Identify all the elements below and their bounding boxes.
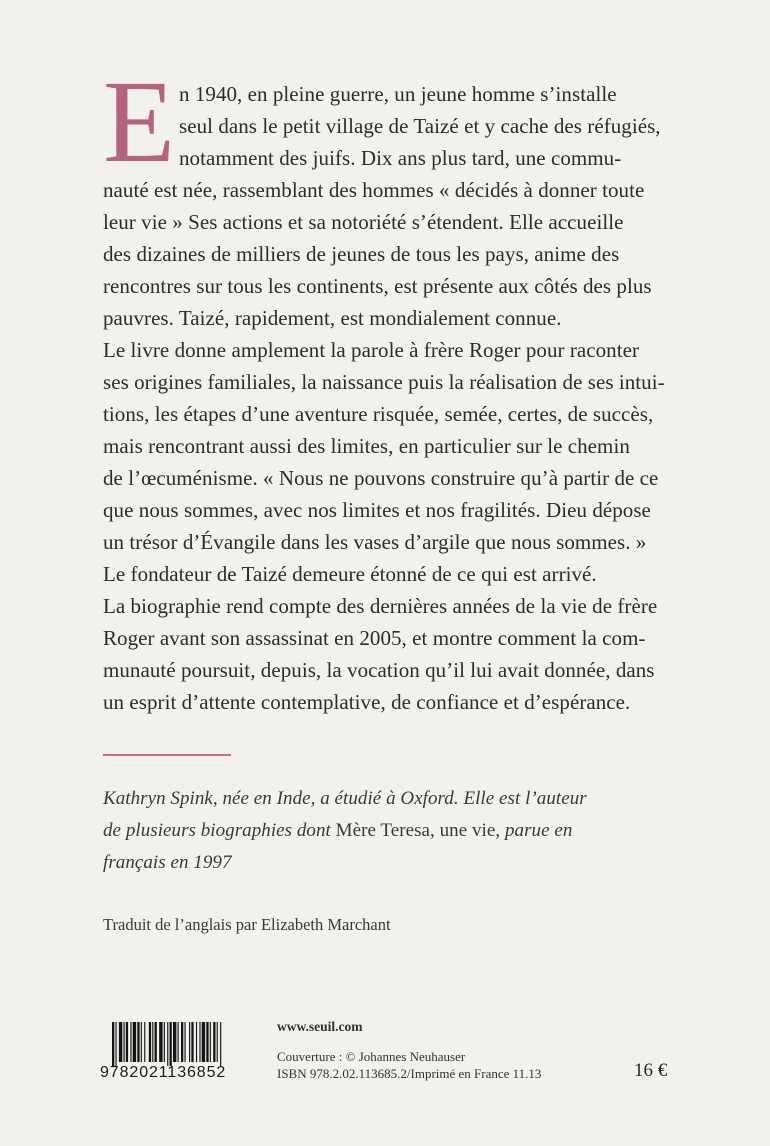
description-line: rencontres sur tous les continents, est présente aux côtés des plus	[103, 274, 652, 298]
barcode-bar	[170, 1022, 172, 1066]
barcode-bar	[144, 1022, 145, 1062]
barcode-bar	[155, 1022, 157, 1062]
description-line: des dizaines de milliers de jeunes de tous les pays, anime des	[103, 242, 620, 266]
barcode-bar	[149, 1022, 151, 1062]
barcode-digits: 9782021136852	[100, 1064, 227, 1081]
barcode-bar	[199, 1022, 200, 1062]
author-bio-italic: parue en	[500, 820, 573, 841]
barcode-bar	[191, 1022, 193, 1062]
barcode-bar	[112, 1022, 114, 1066]
barcode-bar	[184, 1022, 185, 1062]
barcode-bar	[181, 1022, 183, 1062]
description-line: Le livre donne amplement la parole à frère Roger pour raconter	[103, 338, 640, 362]
barcode-bar	[178, 1022, 179, 1062]
description-line: tions, les étapes d’une aventure risquée, semée, certes, de succès,	[103, 402, 654, 426]
description-line: notamment des juifs. Dix ans plus tard, une commu-	[179, 146, 622, 170]
description-line: pauvres. Taizé, rapidement, est mondialement connue.	[103, 306, 562, 330]
description-line: n 1940, en pleine guerre, un jeune homme s’installe	[179, 82, 617, 106]
barcode	[100, 1022, 266, 1082]
description-line: Roger avant son assassinat en 2005, et montre comment la com-	[103, 626, 646, 650]
description-line: munauté poursuit, depuis, la vocation qu’il lui avait donnée, dans	[103, 658, 655, 682]
author-bio-line	[103, 815, 572, 847]
barcode-bar	[164, 1022, 165, 1062]
barcode-bar	[206, 1022, 208, 1062]
description-line: mais rencontrant aussi des limites, en particulier sur le chemin	[103, 434, 630, 458]
description-line: La biographie rend compte des dernières années de la vie de frère	[103, 594, 658, 618]
author-bio-line: Kathryn Spink, née en Inde, a étudié à Oxford. Elle est l’auteur	[103, 788, 587, 809]
barcode-bar	[119, 1022, 122, 1062]
barcode-bar	[173, 1022, 176, 1062]
publisher-url[interactable]: www.seuil.com	[277, 1019, 363, 1034]
barcode-bar	[137, 1022, 139, 1062]
barcode-bar	[210, 1022, 211, 1062]
barcode-bar	[220, 1022, 221, 1066]
price: 16 €	[634, 1060, 668, 1081]
barcode-bar	[196, 1022, 197, 1062]
divider-rule	[103, 754, 231, 756]
description-line: leur vie » Ses actions et sa notoriété s’étendent. Elle accueille	[103, 210, 624, 234]
author-bio-italic: de plusieurs biographies dont	[103, 820, 336, 841]
description-line: nauté est née, rassemblant des hommes « décidés à donner toute	[103, 178, 645, 202]
description-line: ses origines familiales, la naissance puis la réalisation de ses intui-	[103, 370, 665, 394]
barcode-bars	[100, 1022, 266, 1066]
barcode-bar	[152, 1022, 153, 1062]
description-line: seul dans le petit village de Taizé et y cache des réfugiés,	[179, 114, 661, 138]
description-line: que nous sommes, avec nos limites et nos fragilités. Dieu dépose	[103, 498, 651, 522]
barcode-bar	[189, 1022, 190, 1062]
book-title: Mère Teresa, une vie,	[335, 820, 501, 841]
author-bio-line: français en 1997	[103, 852, 232, 873]
drop-cap: E	[103, 56, 176, 187]
barcode-bar	[213, 1022, 215, 1062]
barcode-bar	[217, 1022, 218, 1062]
barcode-bar	[115, 1022, 116, 1066]
barcode-bar	[133, 1022, 136, 1062]
isbn-line: ISBN 978.2.02.113685.2/Imprimé en France 11.13	[277, 1066, 542, 1081]
barcode-bar	[202, 1022, 205, 1062]
barcode-bar	[159, 1022, 162, 1062]
barcode-bar	[130, 1022, 131, 1062]
barcode-bar	[167, 1022, 168, 1066]
description-line: un esprit d’attente contemplative, de confiance et d’espérance.	[103, 690, 631, 714]
barcode-bar	[126, 1022, 128, 1062]
barcode-bar	[124, 1022, 125, 1062]
description-line: un trésor d’Évangile dans les vases d’argile que nous sommes. »	[103, 530, 647, 554]
barcode-bar	[141, 1022, 142, 1062]
translator-credit: Traduit de l’anglais par Elizabeth Marchant	[103, 915, 391, 934]
description-line: de l’œcuménisme. « Nous ne pouvons construire qu’à partir de ce	[103, 466, 659, 490]
cover-credit: Couverture : © Johannes Neuhauser	[277, 1049, 466, 1064]
description-line: Le fondateur de Taizé demeure étonné de ce qui est arrivé.	[103, 562, 597, 586]
